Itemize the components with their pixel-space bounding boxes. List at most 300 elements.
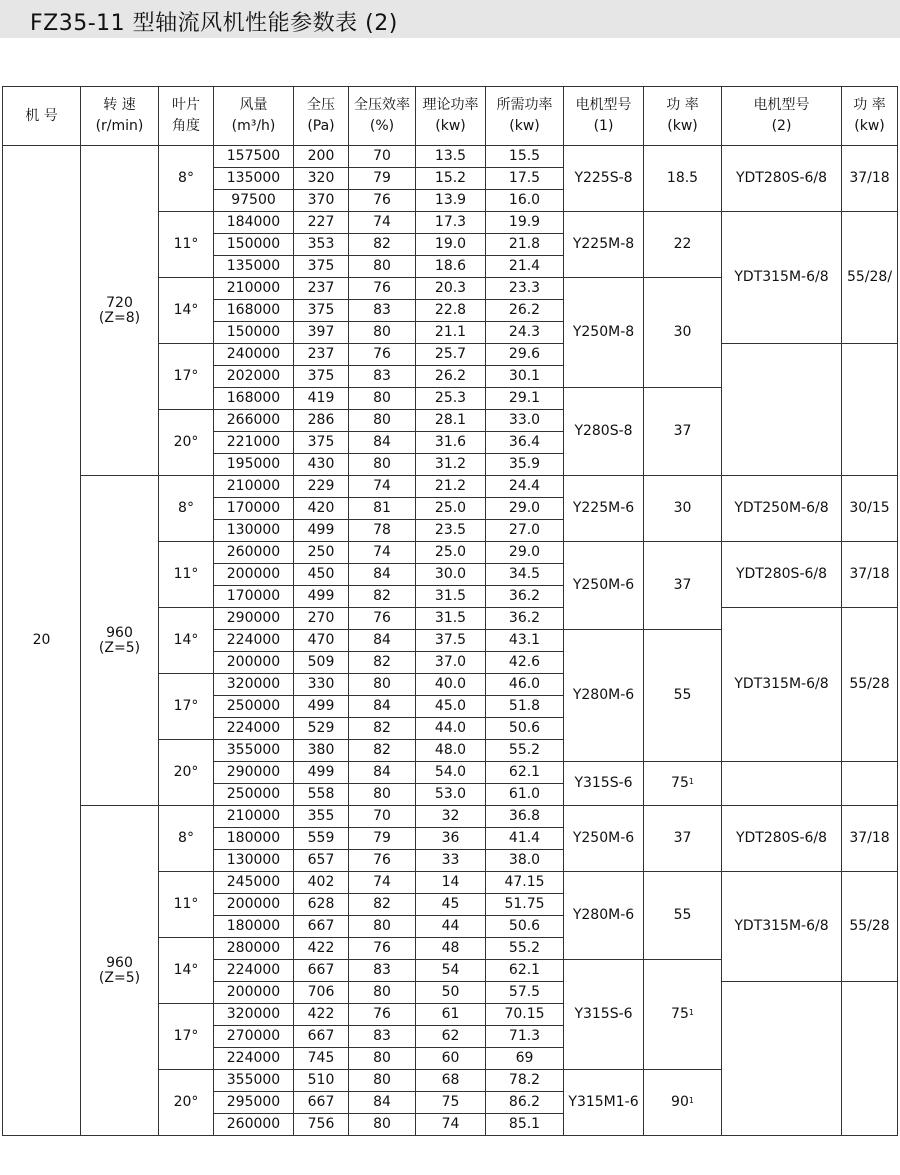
blade-angle-cell: 20°	[159, 740, 214, 806]
theory-power-cell: 44.0	[416, 718, 486, 740]
pressure-cell: 667	[294, 1026, 349, 1048]
efficiency-cell: 74	[349, 212, 416, 234]
title-bar	[0, 0, 900, 38]
required-power-cell: 21.8	[486, 234, 564, 256]
required-power-cell: 41.4	[486, 828, 564, 850]
airflow-cell: 250000	[214, 784, 294, 806]
power-1-cell	[644, 762, 722, 806]
required-power-cell: 29.0	[486, 542, 564, 564]
motor-model-2-cell: YDT250M-6/8	[722, 476, 842, 542]
airflow-cell: 168000	[214, 300, 294, 322]
pressure-cell: 422	[294, 938, 349, 960]
efficiency-cell: 76	[349, 938, 416, 960]
power-1-cell	[644, 388, 722, 476]
required-power-cell: 50.6	[486, 718, 564, 740]
pressure-cell: 286	[294, 410, 349, 432]
pressure-cell: 470	[294, 630, 349, 652]
theory-power-cell: 31.5	[416, 586, 486, 608]
efficiency-cell: 80	[349, 454, 416, 476]
theory-power-cell: 45.0	[416, 696, 486, 718]
pressure-cell: 200	[294, 146, 349, 168]
header-airflow	[214, 87, 294, 146]
table-row	[3, 146, 898, 168]
pressure-cell: 499	[294, 586, 349, 608]
theory-power-cell: 22.8	[416, 300, 486, 322]
speed-cell-line: 720	[106, 294, 133, 311]
efficiency-cell: 82	[349, 234, 416, 256]
airflow-cell: 200000	[214, 982, 294, 1004]
required-power-cell: 61.0	[486, 784, 564, 806]
header-theory-power	[416, 87, 486, 146]
header-line: 电机型号	[575, 97, 632, 113]
airflow-cell: 184000	[214, 212, 294, 234]
blade-angle-cell: 8°	[159, 146, 214, 212]
required-power-cell: 30.1	[486, 366, 564, 388]
theory-power-cell: 26.2	[416, 366, 486, 388]
efficiency-cell: 84	[349, 564, 416, 586]
efficiency-cell: 81	[349, 498, 416, 520]
header-line: (Pa)	[307, 118, 335, 134]
airflow-cell: 355000	[214, 740, 294, 762]
power-1-value: 75	[671, 775, 689, 791]
required-power-cell: 36.8	[486, 806, 564, 828]
airflow-cell: 295000	[214, 1092, 294, 1114]
theory-power-cell: 44	[416, 916, 486, 938]
motor-model-1-cell: Y280M-6	[564, 630, 644, 762]
required-power-cell: 23.3	[486, 278, 564, 300]
required-power-cell: 55.2	[486, 938, 564, 960]
machine-no-cell: 20	[3, 146, 81, 1136]
power-2-cell: 37/18	[842, 146, 898, 212]
airflow-cell: 240000	[214, 344, 294, 366]
power-1-cell	[644, 146, 722, 212]
efficiency-cell: 80	[349, 916, 416, 938]
power-1-value: 30	[673, 324, 692, 340]
airflow-cell: 202000	[214, 366, 294, 388]
pressure-cell: 529	[294, 718, 349, 740]
blade-angle-cell: 17°	[159, 344, 214, 410]
power-2-cell	[842, 762, 898, 806]
airflow-cell: 195000	[214, 454, 294, 476]
efficiency-cell: 80	[349, 1114, 416, 1136]
efficiency-cell: 76	[349, 850, 416, 872]
power-2-cell: 37/18	[842, 806, 898, 872]
required-power-cell: 16.0	[486, 190, 564, 212]
pressure-cell: 370	[294, 190, 349, 212]
efficiency-cell: 84	[349, 432, 416, 454]
airflow-cell: 210000	[214, 476, 294, 498]
required-power-cell: 27.0	[486, 520, 564, 542]
airflow-cell: 210000	[214, 806, 294, 828]
pressure-cell: 419	[294, 388, 349, 410]
blade-angle-cell: 11°	[159, 212, 214, 278]
header-line: (%)	[369, 118, 395, 134]
efficiency-cell: 84	[349, 630, 416, 652]
required-power-cell: 57.5	[486, 982, 564, 1004]
footnote-marker: 1	[688, 1008, 694, 1017]
blade-angle-cell: 8°	[159, 806, 214, 872]
required-power-cell: 43.1	[486, 630, 564, 652]
theory-power-cell: 15.2	[416, 168, 486, 190]
page-title: FZ35-11 型轴流风机性能参数表 (2)	[30, 11, 398, 36]
header-blade-angle	[159, 87, 214, 146]
required-power-cell: 36.4	[486, 432, 564, 454]
power-2-cell	[842, 982, 898, 1136]
airflow-cell: 221000	[214, 432, 294, 454]
power-1-cell	[644, 476, 722, 542]
efficiency-cell: 80	[349, 1070, 416, 1092]
theory-power-cell: 40.0	[416, 674, 486, 696]
motor-model-2-cell	[722, 982, 842, 1136]
required-power-cell: 17.5	[486, 168, 564, 190]
pressure-cell: 667	[294, 916, 349, 938]
table-header	[3, 87, 898, 146]
efficiency-cell: 83	[349, 1026, 416, 1048]
required-power-cell: 69	[486, 1048, 564, 1070]
pressure-cell: 706	[294, 982, 349, 1004]
efficiency-cell: 83	[349, 960, 416, 982]
efficiency-cell: 70	[349, 146, 416, 168]
required-power-cell: 85.1	[486, 1114, 564, 1136]
pressure-cell: 510	[294, 1070, 349, 1092]
header-row	[3, 87, 898, 146]
theory-power-cell: 25.0	[416, 542, 486, 564]
efficiency-cell: 83	[349, 366, 416, 388]
theory-power-cell: 48.0	[416, 740, 486, 762]
theory-power-cell: 31.6	[416, 432, 486, 454]
airflow-cell: 210000	[214, 278, 294, 300]
header-line: (m³/h)	[231, 118, 276, 134]
theory-power-cell: 20.3	[416, 278, 486, 300]
speed-cell	[81, 806, 159, 1136]
blade-angle-cell: 17°	[159, 674, 214, 740]
required-power-cell: 34.5	[486, 564, 564, 586]
theory-power-cell: 25.3	[416, 388, 486, 410]
pressure-cell: 402	[294, 872, 349, 894]
efficiency-cell: 74	[349, 542, 416, 564]
efficiency-cell: 80	[349, 322, 416, 344]
theory-power-cell: 14	[416, 872, 486, 894]
blade-angle-cell: 14°	[159, 278, 214, 344]
theory-power-cell: 36	[416, 828, 486, 850]
pressure-cell: 745	[294, 1048, 349, 1070]
motor-model-1-cell: Y315S-6	[564, 960, 644, 1070]
pressure-cell: 430	[294, 454, 349, 476]
pressure-cell: 420	[294, 498, 349, 520]
header-line: (kw)	[854, 118, 885, 134]
header-efficiency	[349, 87, 416, 146]
pressure-cell: 237	[294, 344, 349, 366]
power-1-cell	[644, 806, 722, 872]
power-1-value: 37	[673, 577, 692, 593]
airflow-cell: 266000	[214, 410, 294, 432]
required-power-cell: 86.2	[486, 1092, 564, 1114]
required-power-cell: 33.0	[486, 410, 564, 432]
required-power-cell: 47.15	[486, 872, 564, 894]
required-power-cell: 29.6	[486, 344, 564, 366]
efficiency-cell: 74	[349, 872, 416, 894]
motor-model-1-cell: Y250M-8	[564, 278, 644, 388]
efficiency-cell: 80	[349, 784, 416, 806]
efficiency-cell: 74	[349, 476, 416, 498]
required-power-cell: 50.6	[486, 916, 564, 938]
pressure-cell: 450	[294, 564, 349, 586]
airflow-cell: 355000	[214, 1070, 294, 1092]
efficiency-cell: 84	[349, 762, 416, 784]
pressure-cell: 397	[294, 322, 349, 344]
header-machine-no	[3, 87, 81, 146]
theory-power-cell: 62	[416, 1026, 486, 1048]
header-line: 转 速	[103, 97, 136, 113]
header-line: 机 号	[25, 107, 58, 124]
airflow-cell: 224000	[214, 960, 294, 982]
pressure-cell: 499	[294, 520, 349, 542]
motor-model-2-cell: YDT315M-6/8	[722, 872, 842, 982]
header-line: 全压	[307, 97, 335, 113]
efficiency-cell: 80	[349, 388, 416, 410]
airflow-cell: 97500	[214, 190, 294, 212]
theory-power-cell: 37.0	[416, 652, 486, 674]
speed-cell-line: (Z=5)	[98, 969, 141, 986]
speed-cell-line: (Z=8)	[98, 309, 141, 326]
power-1-value: 75	[671, 1006, 689, 1022]
table-body	[3, 146, 898, 1136]
theory-power-cell: 18.6	[416, 256, 486, 278]
header-line: (r/min)	[95, 118, 144, 134]
efficiency-cell: 80	[349, 1048, 416, 1070]
theory-power-cell: 21.1	[416, 322, 486, 344]
efficiency-cell: 82	[349, 718, 416, 740]
pressure-cell: 375	[294, 256, 349, 278]
power-1-value: 55	[673, 907, 692, 923]
pressure-cell: 250	[294, 542, 349, 564]
blade-angle-cell: 11°	[159, 872, 214, 938]
theory-power-cell: 60	[416, 1048, 486, 1070]
airflow-cell: 200000	[214, 652, 294, 674]
header-power-2	[842, 87, 898, 146]
power-1-cell	[644, 542, 722, 630]
required-power-cell: 55.2	[486, 740, 564, 762]
footnote-marker: 1	[688, 1096, 694, 1105]
header-line: 角度	[172, 118, 200, 134]
motor-model-2-cell	[722, 344, 842, 476]
header-line: (kw)	[667, 118, 698, 134]
motor-model-2-cell: YDT315M-6/8	[722, 608, 842, 762]
airflow-cell: 245000	[214, 872, 294, 894]
speed-cell	[81, 146, 159, 476]
power-2-cell: 55/28	[842, 608, 898, 762]
pressure-cell: 559	[294, 828, 349, 850]
motor-model-2-cell: YDT280S-6/8	[722, 542, 842, 608]
theory-power-cell: 50	[416, 982, 486, 1004]
airflow-cell: 170000	[214, 586, 294, 608]
efficiency-cell: 80	[349, 256, 416, 278]
theory-power-cell: 54	[416, 960, 486, 982]
speed-cell	[81, 476, 159, 806]
efficiency-cell: 78	[349, 520, 416, 542]
header-line: 功 率	[666, 97, 699, 113]
power-1-cell	[644, 1070, 722, 1136]
required-power-cell: 26.2	[486, 300, 564, 322]
pressure-cell: 229	[294, 476, 349, 498]
required-power-cell: 24.3	[486, 322, 564, 344]
efficiency-cell: 80	[349, 674, 416, 696]
pressure-cell: 509	[294, 652, 349, 674]
power-2-cell: 55/28/	[842, 212, 898, 344]
header-line: 全压效率	[354, 97, 410, 113]
pressure-cell: 375	[294, 432, 349, 454]
pressure-cell: 270	[294, 608, 349, 630]
theory-power-cell: 54.0	[416, 762, 486, 784]
footnote-marker: 1	[688, 777, 694, 786]
airflow-cell: 180000	[214, 916, 294, 938]
efficiency-cell: 76	[349, 278, 416, 300]
header-line: 所需功率	[496, 97, 553, 113]
header-line: (2)	[771, 118, 792, 134]
blade-angle-cell: 14°	[159, 608, 214, 674]
motor-model-1-cell: Y225M-6	[564, 476, 644, 542]
theory-power-cell: 23.5	[416, 520, 486, 542]
airflow-cell: 168000	[214, 388, 294, 410]
header-motor-model-2	[722, 87, 842, 146]
motor-model-2-cell: YDT280S-6/8	[722, 806, 842, 872]
airflow-cell: 290000	[214, 608, 294, 630]
airflow-cell: 224000	[214, 630, 294, 652]
efficiency-cell: 83	[349, 300, 416, 322]
speed-cell-line: 960	[106, 954, 133, 971]
header-line: 叶片	[172, 97, 200, 113]
power-1-value: 30	[673, 500, 692, 516]
motor-model-1-cell: Y225M-8	[564, 212, 644, 278]
pressure-cell: 237	[294, 278, 349, 300]
airflow-cell: 320000	[214, 674, 294, 696]
theory-power-cell: 21.2	[416, 476, 486, 498]
theory-power-cell: 13.9	[416, 190, 486, 212]
theory-power-cell: 48	[416, 938, 486, 960]
header-line: 电机型号	[753, 97, 810, 113]
required-power-cell: 62.1	[486, 762, 564, 784]
required-power-cell: 46.0	[486, 674, 564, 696]
efficiency-cell: 76	[349, 608, 416, 630]
motor-model-1-cell: Y315M1-6	[564, 1070, 644, 1136]
theory-power-cell: 74	[416, 1114, 486, 1136]
theory-power-cell: 28.1	[416, 410, 486, 432]
required-power-cell: 29.0	[486, 498, 564, 520]
header-line: 功 率	[853, 97, 886, 113]
power-1-cell	[644, 872, 722, 960]
required-power-cell: 38.0	[486, 850, 564, 872]
required-power-cell: 36.2	[486, 586, 564, 608]
airflow-cell: 200000	[214, 894, 294, 916]
blade-angle-cell: 8°	[159, 476, 214, 542]
motor-model-1-cell: Y250M-6	[564, 542, 644, 630]
efficiency-cell: 79	[349, 828, 416, 850]
motor-model-1-cell: Y280S-8	[564, 388, 644, 476]
airflow-cell: 280000	[214, 938, 294, 960]
airflow-cell: 130000	[214, 520, 294, 542]
airflow-cell: 180000	[214, 828, 294, 850]
required-power-cell: 15.5	[486, 146, 564, 168]
required-power-cell: 21.4	[486, 256, 564, 278]
pressure-cell: 353	[294, 234, 349, 256]
table-row	[3, 806, 898, 828]
table-row	[3, 476, 898, 498]
pressure-cell: 330	[294, 674, 349, 696]
power-1-cell	[644, 278, 722, 388]
pressure-cell: 558	[294, 784, 349, 806]
pressure-cell: 375	[294, 366, 349, 388]
theory-power-cell: 13.5	[416, 146, 486, 168]
blade-angle-cell: 20°	[159, 1070, 214, 1136]
power-1-value: 18.5	[666, 170, 699, 186]
pressure-cell: 667	[294, 1092, 349, 1114]
required-power-cell: 42.6	[486, 652, 564, 674]
theory-power-cell: 75	[416, 1092, 486, 1114]
theory-power-cell: 31.2	[416, 454, 486, 476]
required-power-cell: 24.4	[486, 476, 564, 498]
required-power-cell: 35.9	[486, 454, 564, 476]
power-1-value: 55	[673, 687, 692, 703]
airflow-cell: 135000	[214, 256, 294, 278]
theory-power-cell: 31.5	[416, 608, 486, 630]
efficiency-cell: 76	[349, 190, 416, 212]
header-line: 理论功率	[422, 97, 479, 113]
airflow-cell: 150000	[214, 322, 294, 344]
airflow-cell: 224000	[214, 1048, 294, 1070]
power-2-cell	[842, 344, 898, 476]
required-power-cell: 29.1	[486, 388, 564, 410]
theory-power-cell: 45	[416, 894, 486, 916]
airflow-cell: 130000	[214, 850, 294, 872]
header-required-power	[486, 87, 564, 146]
power-1-value: 37	[673, 423, 692, 439]
required-power-cell: 51.75	[486, 894, 564, 916]
efficiency-cell: 84	[349, 1092, 416, 1114]
speed-cell-line: (Z=5)	[98, 639, 141, 656]
header-line: (1)	[593, 118, 614, 134]
required-power-cell: 19.9	[486, 212, 564, 234]
pressure-cell: 756	[294, 1114, 349, 1136]
power-1-value: 37	[673, 830, 692, 846]
theory-power-cell: 17.3	[416, 212, 486, 234]
power-1-value: 22	[673, 236, 692, 252]
power-2-cell: 55/28	[842, 872, 898, 982]
power-1-value: 90	[671, 1094, 689, 1110]
efficiency-cell: 82	[349, 586, 416, 608]
motor-model-2-cell: YDT315M-6/8	[722, 212, 842, 344]
airflow-cell: 135000	[214, 168, 294, 190]
efficiency-cell: 84	[349, 696, 416, 718]
theory-power-cell: 33	[416, 850, 486, 872]
airflow-cell: 260000	[214, 1114, 294, 1136]
header-motor-model-1	[564, 87, 644, 146]
pressure-cell: 422	[294, 1004, 349, 1026]
efficiency-cell: 82	[349, 894, 416, 916]
airflow-cell: 224000	[214, 718, 294, 740]
blade-angle-cell: 14°	[159, 938, 214, 1004]
pressure-cell: 227	[294, 212, 349, 234]
speed-cell-line: 960	[106, 624, 133, 641]
motor-model-2-cell: YDT280S-6/8	[722, 146, 842, 212]
pressure-cell: 628	[294, 894, 349, 916]
power-2-cell: 30/15	[842, 476, 898, 542]
pressure-cell: 499	[294, 696, 349, 718]
efficiency-cell: 70	[349, 806, 416, 828]
motor-model-1-cell: Y225S-8	[564, 146, 644, 212]
efficiency-cell: 80	[349, 982, 416, 1004]
airflow-cell: 290000	[214, 762, 294, 784]
airflow-cell: 200000	[214, 564, 294, 586]
